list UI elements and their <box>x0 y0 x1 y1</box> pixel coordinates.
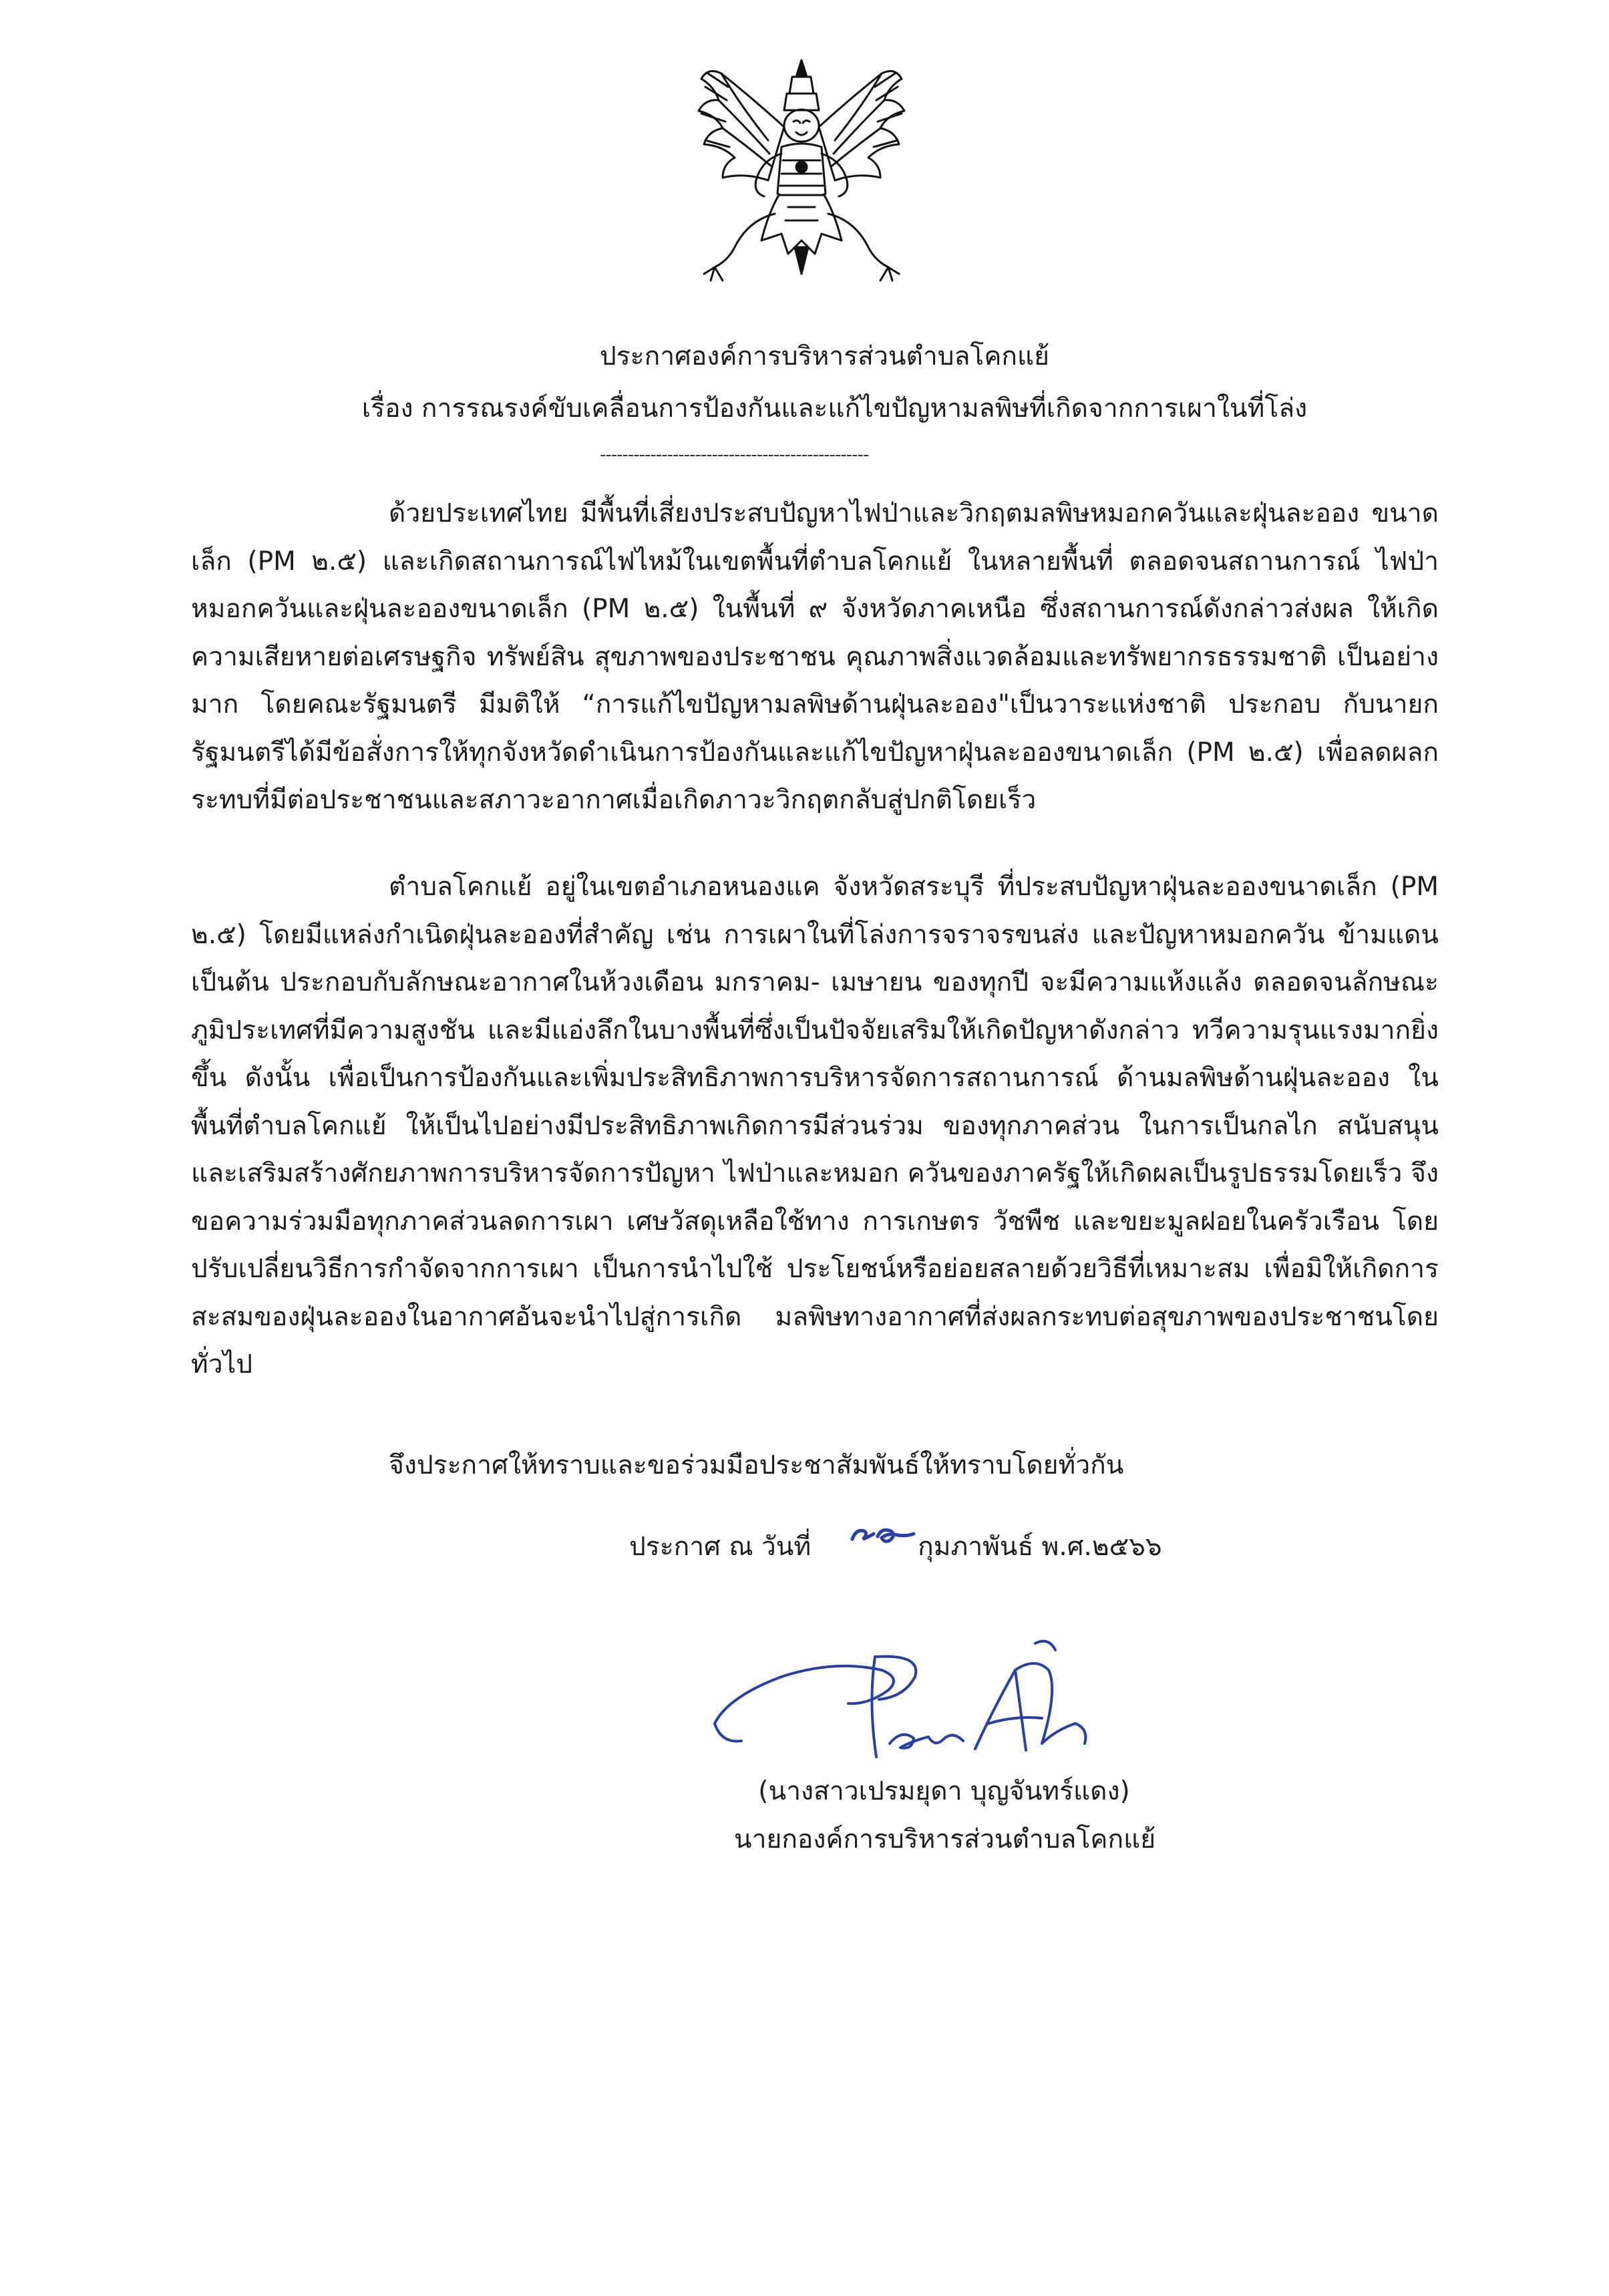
title-divider: ------------------------------------------------ <box>600 445 869 465</box>
garuda-emblem-icon <box>681 47 922 301</box>
announcement-title: ประกาศองค์การบริหารส่วนตำบลโคกแย้ <box>599 341 1050 371</box>
date-month-year: กุมภาพันธ์ พ.ศ.๒๕๖๖ <box>918 1532 1162 1562</box>
body-paragraph-1: ด้วยประเทศไทย มีพื้นที่เสี่ยงประสบปัญหาไฟป่าและวิกฤตมลพิษหมอกควันและฝุ่นละออง ขนาดเล็ก (PM ๒.๕) และเกิดสถานการณ์ไฟไหม้ในเขตพื้นที่ตำบลโคกแย้ ในหลายพื้นที่ ตลอดจนสถานการณ์ ไฟป่าหมอกควันและฝุ่นละอองขนาดเล็ก (PM ๒.๕) ในพื้นที่ ๙ จังหวัดภาคเหนือ ซึ่งสถานการณ์ดังกล่าวส่งผล ให้เกิดความเสียหายต่อเศรษฐกิจ ทรัพย์สิน สุขภาพของประชาชน คุณภาพสิ่งแวดล้อมและทรัพยากรธรรมชาติ เป็นอย่างมาก โดยคณะรัฐมนตรี มีมติให้ “การแก้ไขปัญหามลพิษด้านฝุ่นละออง"เป็นวาระแห่งชาติ ประกอบ กับนายกรัฐมนตรีได้มีข้อสั่งการให้ทุกจังหวัดดำเนินการป้องกันและแก้ไขปัญหาฝุ่นละอองขนาดเล็ก (PM ๒.๕) เพื่อลดผลกระทบที่มีต่อประชาชนและสภาวะอากาศเมื่อเกิดภาวะวิกฤตกลับสู่ปกติโดยเร็ว <box>191 498 1439 815</box>
closing-statement: จึงประกาศให้ทราบและขอร่วมมือประชาสัมพันธ์ให้ทราบโดยทั่วกัน <box>389 1450 1124 1480</box>
handwritten-signature-icon <box>701 1630 1115 1790</box>
signer-name: (นางสาวเปรมยุดา บุญจันทร์แดง) <box>758 1776 1130 1806</box>
date-prefix: ประกาศ ณ วันที่ <box>629 1532 812 1562</box>
signer-position: นายกองค์การบริหารส่วนตำบลโคกแย้ <box>733 1824 1156 1854</box>
handwritten-day-icon <box>847 1516 920 1550</box>
announcement-subject: เรื่อง การรณรงค์ขับเคลื่อนการป้องกันและแก้ไขปัญหามลพิษที่เกิดจากการเผาในที่โล่ง <box>361 393 1308 424</box>
body-paragraph-2: ตำบลโคกแย้ อยู่ในเขตอำเภอหนองแค จังหวัดสระบุรี ที่ประสบปัญหาฝุ่นละอองขนาดเล็ก (PM ๒.๕) โดยมีแหล่งกำเนิดฝุ่นละอองที่สำคัญ เช่น การเผาในที่โล่งการจราจรขนส่ง และปัญหาหมอกควัน ข้ามแดน เป็นต้น ประกอบกับลักษณะอากาศในห้วงเดือน มกราคม- เมษายน ของทุกปี จะมีความแห้งแล้ง ตลอดจนลักษณะภูมิประเทศที่มีความสูงชัน และมีแอ่งลึกในบางพื้นที่ซึ่งเป็นปัจจัยเสริมให้เกิดปัญหาดังกล่าว ทวีความรุนแรงมากยิ่งขึ้น ดังนั้น เพื่อเป็นการป้องกันและเพิ่มประสิทธิภาพการบริหารจัดการสถานการณ์ ด้านมลพิษด้านฝุ่นละออง ในพื้นที่ตำบลโคกแย้ ให้เป็นไปอย่างมีประสิทธิภาพเกิดการมีส่วนร่วม ของทุกภาคส่วน ในการเป็นกลไก สนับสนุนและเสริมสร้างศักยภาพการบริหารจัดการปัญหา ไฟป่าและหมอก ควันของภาครัฐให้เกิดผลเป็นรูปธรรมโดยเร็ว จึงขอความร่วมมือทุกภาคส่วนลดการเผา เศษวัสดุเหลือใช้ทาง การเกษตร วัชพืช และขยะมูลฝอยในครัวเรือน โดยปรับเปลี่ยนวิธีการกำจัดจากการเผา เป็นการนำไปใช้ ประโยชน์หรือย่อยสลายด้วยวิธีที่เหมาะสม เพื่อมิให้เกิดการสะสมของฝุ่นละอองในอากาศอันจะนำไปสู่การเกิด มลพิษทางอากาศที่ส่งผลกระทบต่อสุขภาพของประชาชนโดยทั่วไป <box>191 872 1439 1379</box>
